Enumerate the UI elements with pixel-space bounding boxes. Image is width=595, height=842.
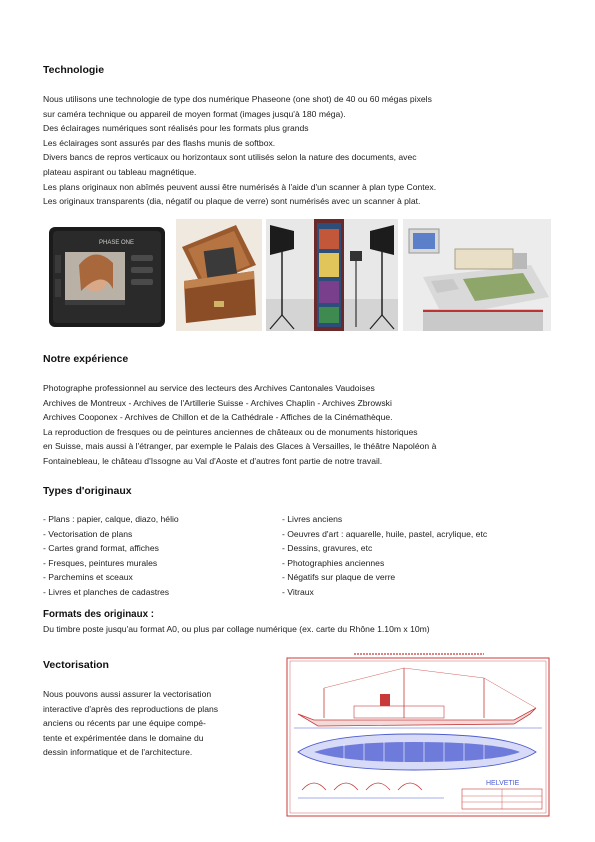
photo-scanner xyxy=(403,219,551,331)
experience-line: La reproduction de fresques ou de peintures anciennes de châteaux ou de monuments historiques xyxy=(43,426,418,437)
camera-brand: PHASE ONE xyxy=(99,240,135,246)
experience-line: Archives de Montreux - Archives de l'Artillerie Suisse - Archives Chaplin - Archives Zbrowski xyxy=(43,397,392,408)
types-left-list xyxy=(43,512,179,600)
photo-studio-lights xyxy=(266,219,398,331)
technologie-line: Les éclairages sont assurés par des flashs munis de softbox. xyxy=(43,137,276,148)
types-left-item: - Vectorisation de plans xyxy=(43,528,133,539)
vectorisation-line: interactive d'après des reproductions de plans xyxy=(43,703,219,714)
types-left-item: - Plans : papier, calque, diazo, hélio xyxy=(43,514,179,524)
ship-drawing xyxy=(284,648,552,819)
heading-vectorisation: Vectorisation xyxy=(43,659,109,671)
technologie-line: Divers bancs de repros verticaux ou horizontaux sont utilisés selon la nature des documents, avec xyxy=(43,152,417,163)
types-right-item: - Photographies anciennes xyxy=(282,557,385,568)
experience-line: en Suisse, mais aussi à l'étranger, par exemple le Palais des Glaces à Versailles, le théâtre Napoléon à xyxy=(43,441,437,452)
types-right-item: - Dessins, gravures, etc xyxy=(282,543,373,554)
technologie-line: Des éclairages numériques sont réalisés pour les formats plus grands xyxy=(43,123,309,134)
technologie-line: Les originaux transparents (dia, négatif ou plaque de verre) sont numérisés avec un scanner à plat. xyxy=(43,196,421,207)
experience-line: Archives Cooponex - Archives de Chillon et de la Cathédrale - Affiches de la Cinémathèque. xyxy=(43,412,393,423)
vectorisation-line: tente et expérimentée dans le domaine du xyxy=(43,732,204,743)
heading-experience: Notre expérience xyxy=(43,353,129,365)
technologie-line: plateau aspirant ou tableau magnétique. xyxy=(43,166,197,177)
technologie-line: Les plans originaux non abîmés peuvent aussi être numérisés à l'aide d'un scanner à plan type Contex. xyxy=(43,181,437,192)
types-left-item: - Fresques, peintures murales xyxy=(43,557,158,568)
types-right-item: - Vitraux xyxy=(282,586,314,597)
experience-paragraph xyxy=(43,381,563,469)
vectorisation-line: dessin informatique et de l'architecture. xyxy=(43,747,193,758)
technologie-line: sur caméra technique ou appareil de moyen format (images jusqu'à 180 méga). xyxy=(43,108,346,119)
drawing-title: HELVETIE xyxy=(486,780,520,787)
technologie-line: Nous utilisons une technologie de type dos numérique Phaseone (one shot) de 40 ou 60 mégas pixels xyxy=(43,94,432,104)
types-right-list xyxy=(282,512,487,600)
technologie-paragraph xyxy=(43,92,563,209)
heading-formats: Formats des originaux : xyxy=(43,609,155,620)
vectorisation-paragraph xyxy=(43,687,273,760)
photo-wooden-box xyxy=(176,219,262,331)
experience-line: Photographe professionnel au service des lecteurs des Archives Cantonales Vaudoises xyxy=(43,383,375,393)
formats-text: Du timbre poste jusqu'au format A0, ou plus par collage numérique (ex. carte du Rhône 1.10m x 10m) xyxy=(43,624,430,634)
experience-line: Fontainebleau, le château d'Issogne au Val d'Aoste et d'autres font partie de notre travail. xyxy=(43,455,383,466)
vectorisation-line: Nous pouvons aussi assurer la vectorisation xyxy=(43,689,212,699)
types-right-item: - Oeuvres d'art : aquarelle, huile, pastel, acrylique, etc xyxy=(282,528,488,539)
photo-phaseone-camera xyxy=(43,219,168,331)
types-right-item: - Livres anciens xyxy=(282,514,343,524)
types-left-item: - Parchemins et sceaux xyxy=(43,572,133,583)
vectorisation-line: anciens ou récents par une équipe compé- xyxy=(43,718,206,729)
types-left-item: - Cartes grand format, affiches xyxy=(43,543,159,554)
heading-technologie: Technologie xyxy=(43,64,105,76)
heading-types: Types d'originaux xyxy=(43,485,132,497)
types-right-item: - Négatifs sur plaque de verre xyxy=(282,572,396,583)
types-left-item: - Livres et planches de cadastres xyxy=(43,586,170,597)
